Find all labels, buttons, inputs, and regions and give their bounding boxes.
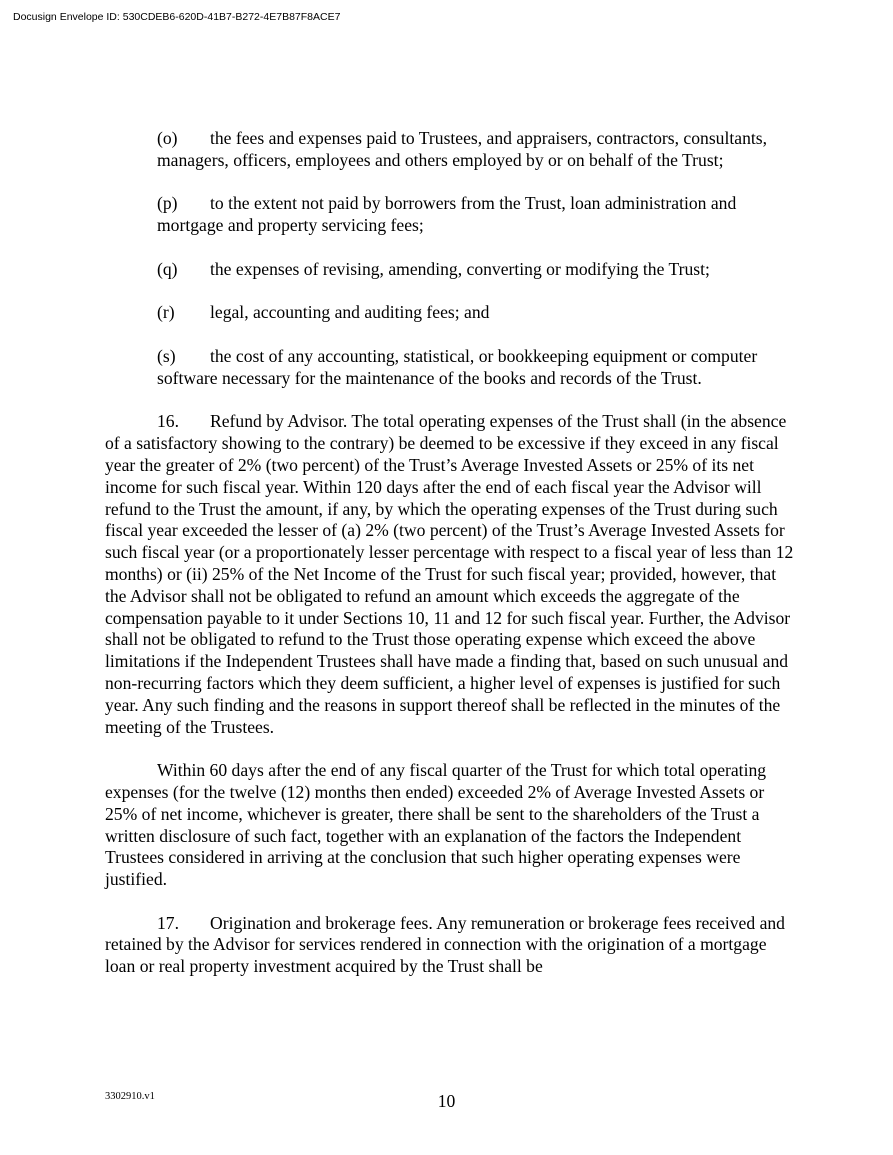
list-item-text: the fees and expenses paid to Trustees, and appraisers, contractors, consultants, managers, officers, employees and others employed by or on behalf of the Trust; (157, 128, 767, 170)
section-text: Within 60 days after the end of any fiscal quarter of the Trust for which total operating expenses (for the twelve (12) months then ended) exceeded 2% of Average Invested Assets or 25% of net income, whichever is greater, there shall be sent to the shareholders of the Trust a written disclosure of such fact, together with an explanation of the factors the Independent Trustees considered in arriving at the conclusion that such higher operating expenses were justified. (105, 760, 767, 890)
list-item-label: (p) (157, 193, 178, 214)
list-item-r (157, 302, 795, 324)
list-item-label: (s) (157, 345, 176, 366)
page-number: 10 (437, 1091, 456, 1111)
section-16-refund-by-advisor (105, 411, 795, 738)
list-item-q (157, 259, 795, 281)
list-item-o (157, 128, 795, 172)
section-number: 17. (157, 912, 179, 933)
list-item-text: the expenses of revising, amending, converting or modifying the Trust; (210, 258, 710, 279)
list-item-label: (q) (157, 258, 178, 279)
section-text: Refund by Advisor. The total operating expenses of the Trust shall (in the absence of a satisfactory showing to the contrary) be deemed to be excessive if they exceed in any fiscal year the greater of 2% (two percent) of the Trust’s Average Invested Assets or 25% of its net income for such fiscal year. Within 120 days after the end of each fiscal year the Advisor will refund to the Trust the amount, if any, by which the operating expenses of the Trust during such fiscal year exceeded the lesser of (a) 2% (two percent) of the Trust’s Average Invested Assets for such fiscal year (or a proportionately lesser percentage with respect to a fiscal year of less than 12 months) or (ii) 25% of the Net Income of the Trust for such fiscal year; provided, however, that the Advisor shall not be obligated to refund an amount which exceeds the aggregate of the compensation payable to it under Sections 10, 11 and 12 for such fiscal year. Further, the Advisor shall not be obligated to refund to the Trust those operating expense which exceed the above limitations if the Independent Trustees shall have made a finding that, based on such unusual and non-recurring factors which they deem sufficient, a higher level of expenses is justified for such year. Any such finding and the reasons in support thereof shall be reflected in the minutes of the meeting of the Trustees. (105, 411, 794, 737)
list-item-p (157, 193, 795, 237)
list-item-label: (r) (157, 302, 175, 323)
document-body (105, 128, 795, 1000)
list-item-text: the cost of any accounting, statistical, or bookkeeping equipment or computer software necessary for the maintenance of the books and records of the Trust. (157, 345, 758, 388)
list-item-text: legal, accounting and auditing fees; and (210, 302, 490, 323)
section-16-quarterly-disclosure (105, 760, 795, 891)
footer-document-id: 3302910.v1 (105, 1091, 155, 1102)
list-item-text: to the extent not paid by borrowers from the Trust, loan administration and mortgage and property servicing fees; (157, 193, 737, 236)
list-item-s (157, 346, 795, 390)
section-text: Origination and brokerage fees. Any remuneration or brokerage fees received and retained by the Advisor for services rendered in connection with the origination of a mortgage loan or real property investment acquired by the Trust shall be (105, 912, 785, 977)
list-item-label: (o) (157, 128, 178, 148)
section-number: 16. (157, 411, 179, 432)
section-17-origination-fees (105, 913, 795, 978)
docusign-envelope-id: Docusign Envelope ID: 530CDEB6-620D-41B7-B272-4E7B87F8ACE7 (13, 11, 341, 23)
